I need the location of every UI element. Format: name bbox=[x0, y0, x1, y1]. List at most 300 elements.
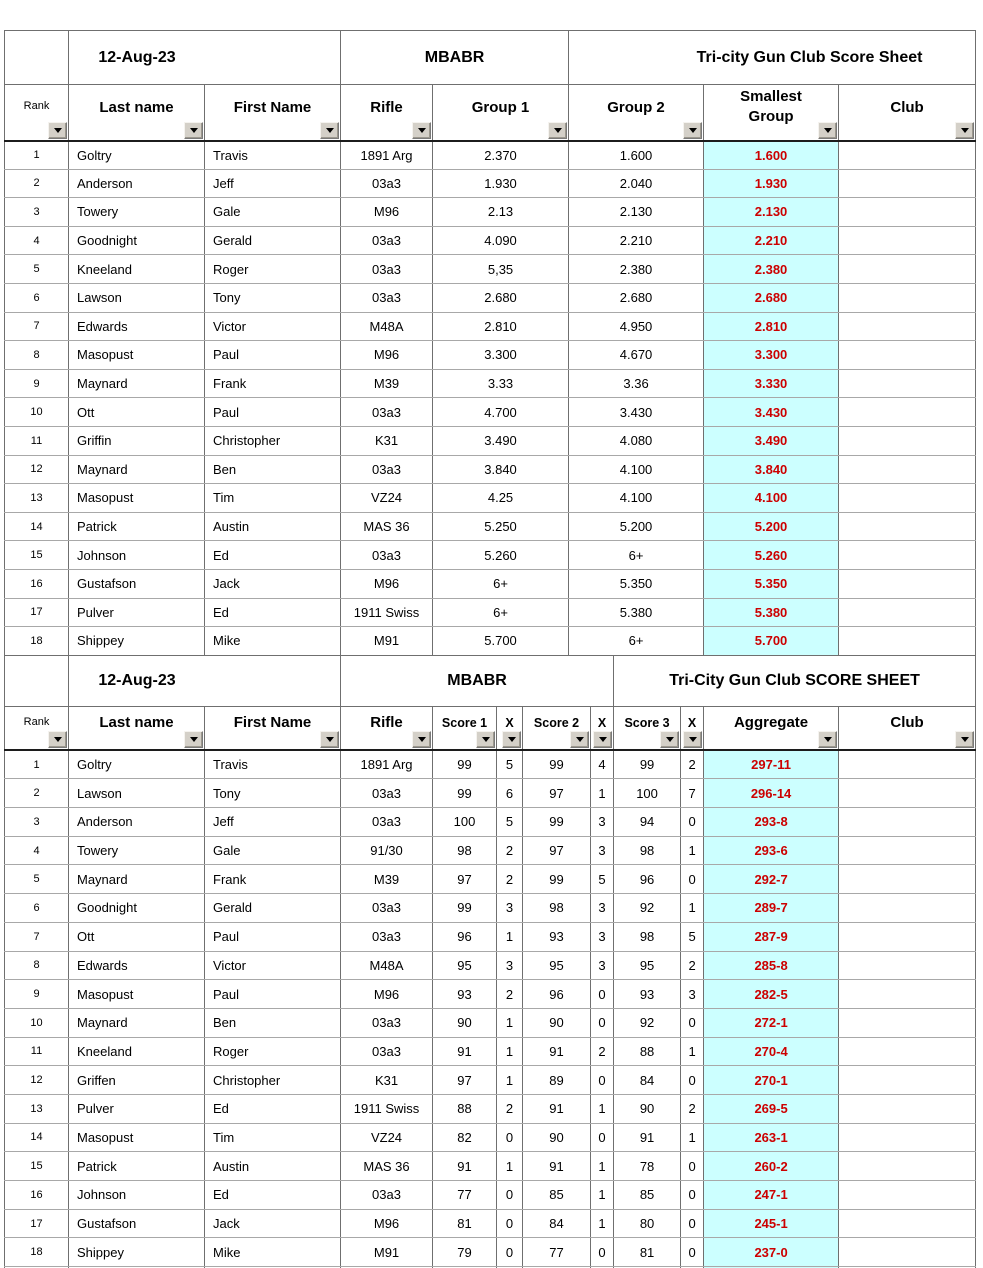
cell-group-2[interactable]: 2.380 bbox=[569, 255, 704, 284]
cell-club[interactable] bbox=[839, 426, 976, 455]
cell-score-2[interactable]: 91 bbox=[523, 1037, 591, 1066]
cell-rank[interactable]: 18 bbox=[5, 1238, 69, 1267]
column-header-rank[interactable] bbox=[5, 706, 69, 750]
cell-score-3[interactable]: 78 bbox=[614, 1152, 681, 1181]
cell-group-1[interactable]: 5.250 bbox=[433, 512, 569, 541]
cell-score-3[interactable]: 81 bbox=[614, 1238, 681, 1267]
cell-last-name[interactable]: Edwards bbox=[69, 951, 205, 980]
column-header-last-name[interactable] bbox=[69, 706, 205, 750]
cell-last-name[interactable]: Lawson bbox=[69, 779, 205, 808]
cell-x[interactable]: 1 bbox=[497, 922, 523, 951]
autofilter-button[interactable] bbox=[476, 731, 495, 748]
cell-aggregate[interactable]: 282-5 bbox=[704, 980, 839, 1009]
cell-rank[interactable]: 7 bbox=[5, 312, 69, 341]
autofilter-button[interactable] bbox=[818, 122, 837, 139]
cell-score-2[interactable]: 97 bbox=[523, 779, 591, 808]
cell-first-name[interactable]: Travis bbox=[205, 750, 341, 779]
cell-score-3[interactable]: 92 bbox=[614, 894, 681, 923]
column-header-first-name[interactable] bbox=[205, 85, 341, 141]
cell-last-name[interactable]: Edwards bbox=[69, 312, 205, 341]
cell-rank[interactable]: 17 bbox=[5, 598, 69, 627]
cell-rifle[interactable]: 03a3 bbox=[341, 1037, 433, 1066]
cell-x[interactable]: 0 bbox=[497, 1181, 523, 1210]
cell-smallest-group[interactable]: 5.200 bbox=[704, 512, 839, 541]
cell-rifle[interactable]: M91 bbox=[341, 1238, 433, 1267]
cell-rank[interactable]: 17 bbox=[5, 1209, 69, 1238]
cell-group-2[interactable]: 4.670 bbox=[569, 341, 704, 370]
cell-x[interactable]: 2 bbox=[591, 1037, 614, 1066]
cell-smallest-group[interactable]: 5.260 bbox=[704, 541, 839, 570]
cell-group-1[interactable]: 3.33 bbox=[433, 369, 569, 398]
cell-x[interactable]: 1 bbox=[591, 779, 614, 808]
cell-club[interactable] bbox=[839, 865, 976, 894]
cell-club[interactable] bbox=[839, 283, 976, 312]
column-header-x[interactable] bbox=[497, 706, 523, 750]
cell-rank[interactable]: 14 bbox=[5, 1123, 69, 1152]
cell-rank[interactable]: 4 bbox=[5, 836, 69, 865]
cell-last-name[interactable]: Griffin bbox=[69, 426, 205, 455]
cell-group-2[interactable]: 2.130 bbox=[569, 198, 704, 227]
cell-score-2[interactable]: 99 bbox=[523, 808, 591, 837]
cell-x[interactable]: 2 bbox=[497, 836, 523, 865]
cell-x[interactable]: 0 bbox=[591, 1008, 614, 1037]
cell-x[interactable]: 5 bbox=[497, 808, 523, 837]
cell-smallest-group[interactable]: 2.210 bbox=[704, 226, 839, 255]
cell-x[interactable]: 3 bbox=[497, 951, 523, 980]
cell-group-1[interactable]: 4.700 bbox=[433, 398, 569, 427]
cell-first-name[interactable]: Gale bbox=[205, 198, 341, 227]
cell-club[interactable] bbox=[839, 541, 976, 570]
cell-aggregate[interactable]: 297-11 bbox=[704, 750, 839, 779]
cell-first-name[interactable]: Christopher bbox=[205, 426, 341, 455]
cell-rank[interactable]: 9 bbox=[5, 369, 69, 398]
autofilter-button[interactable] bbox=[412, 731, 431, 748]
autofilter-button[interactable] bbox=[570, 731, 589, 748]
column-header-x[interactable] bbox=[591, 706, 614, 750]
cell-rifle[interactable]: M96 bbox=[341, 1209, 433, 1238]
cell-rifle[interactable]: 03a3 bbox=[341, 226, 433, 255]
cell-score-1[interactable]: 95 bbox=[433, 951, 497, 980]
cell-score-2[interactable]: 99 bbox=[523, 750, 591, 779]
cell-group-1[interactable]: 2.370 bbox=[433, 141, 569, 170]
cell-rank[interactable]: 12 bbox=[5, 455, 69, 484]
cell-x[interactable]: 2 bbox=[497, 1094, 523, 1123]
cell-x[interactable]: 0 bbox=[681, 1209, 704, 1238]
cell-group-2[interactable]: 3.430 bbox=[569, 398, 704, 427]
cell-club[interactable] bbox=[839, 569, 976, 598]
cell-last-name[interactable]: Shippey bbox=[69, 1238, 205, 1267]
cell-first-name[interactable]: Roger bbox=[205, 255, 341, 284]
cell-rifle[interactable]: M39 bbox=[341, 369, 433, 398]
autofilter-button[interactable] bbox=[320, 731, 339, 748]
cell-group-2[interactable]: 4.080 bbox=[569, 426, 704, 455]
cell-x[interactable]: 0 bbox=[591, 1066, 614, 1095]
cell-club[interactable] bbox=[839, 627, 976, 656]
cell-smallest-group[interactable]: 2.380 bbox=[704, 255, 839, 284]
cell-x[interactable]: 3 bbox=[591, 894, 614, 923]
cell-rank[interactable]: 7 bbox=[5, 922, 69, 951]
cell-aggregate[interactable]: 270-1 bbox=[704, 1066, 839, 1095]
cell-rank[interactable]: 16 bbox=[5, 569, 69, 598]
cell-x[interactable]: 0 bbox=[497, 1238, 523, 1267]
autofilter-button[interactable] bbox=[184, 122, 203, 139]
cell-first-name[interactable]: Ed bbox=[205, 1181, 341, 1210]
cell-last-name[interactable]: Kneeland bbox=[69, 1037, 205, 1066]
column-header-first-name[interactable] bbox=[205, 706, 341, 750]
cell-x[interactable]: 0 bbox=[497, 1123, 523, 1152]
cell-last-name[interactable]: Goodnight bbox=[69, 894, 205, 923]
cell-rank[interactable]: 8 bbox=[5, 951, 69, 980]
column-header-x[interactable] bbox=[681, 706, 704, 750]
cell-rifle[interactable]: 03a3 bbox=[341, 922, 433, 951]
autofilter-button[interactable] bbox=[184, 731, 203, 748]
cell-rifle[interactable]: 1911 Swiss bbox=[341, 598, 433, 627]
cell-first-name[interactable]: Ed bbox=[205, 1094, 341, 1123]
autofilter-button[interactable] bbox=[48, 122, 67, 139]
cell-aggregate[interactable]: 296-14 bbox=[704, 779, 839, 808]
cell-group-2[interactable]: 6+ bbox=[569, 627, 704, 656]
cell-x[interactable]: 0 bbox=[497, 1209, 523, 1238]
cell-x[interactable]: 1 bbox=[497, 1152, 523, 1181]
cell-group-2[interactable]: 2.040 bbox=[569, 169, 704, 198]
cell-last-name[interactable]: Masopust bbox=[69, 484, 205, 513]
cell-first-name[interactable]: Ben bbox=[205, 455, 341, 484]
cell-rank[interactable]: 1 bbox=[5, 750, 69, 779]
cell-club[interactable] bbox=[839, 1238, 976, 1267]
cell-group-2[interactable]: 1.600 bbox=[569, 141, 704, 170]
cell-aggregate[interactable]: 287-9 bbox=[704, 922, 839, 951]
cell-group-1[interactable]: 3.300 bbox=[433, 341, 569, 370]
cell-first-name[interactable]: Victor bbox=[205, 312, 341, 341]
cell-first-name[interactable]: Jeff bbox=[205, 808, 341, 837]
cell-x[interactable]: 5 bbox=[681, 922, 704, 951]
cell-last-name[interactable]: Ott bbox=[69, 922, 205, 951]
cell-first-name[interactable]: Tony bbox=[205, 779, 341, 808]
cell-x[interactable]: 2 bbox=[681, 750, 704, 779]
cell-rifle[interactable]: VZ24 bbox=[341, 484, 433, 513]
cell-rank[interactable]: 5 bbox=[5, 255, 69, 284]
cell-score-3[interactable]: 93 bbox=[614, 980, 681, 1009]
cell-x[interactable]: 1 bbox=[497, 1037, 523, 1066]
cell-x[interactable]: 1 bbox=[681, 1037, 704, 1066]
cell-last-name[interactable]: Patrick bbox=[69, 1152, 205, 1181]
cell-club[interactable] bbox=[839, 455, 976, 484]
title-cell-12-aug-23[interactable]: 12-Aug-23 bbox=[69, 655, 341, 706]
cell-x[interactable]: 0 bbox=[591, 980, 614, 1009]
cell-aggregate[interactable]: 270-4 bbox=[704, 1037, 839, 1066]
cell-score-1[interactable]: 91 bbox=[433, 1152, 497, 1181]
cell-rank[interactable]: 15 bbox=[5, 541, 69, 570]
cell-rank[interactable]: 15 bbox=[5, 1152, 69, 1181]
cell-rifle[interactable]: 03a3 bbox=[341, 255, 433, 284]
cell-club[interactable] bbox=[839, 512, 976, 541]
cell-last-name[interactable]: Masopust bbox=[69, 1123, 205, 1152]
cell-rifle[interactable]: 03a3 bbox=[341, 779, 433, 808]
cell-last-name[interactable]: Kneeland bbox=[69, 255, 205, 284]
cell-score-1[interactable]: 79 bbox=[433, 1238, 497, 1267]
autofilter-button[interactable] bbox=[683, 731, 702, 748]
cell-rifle[interactable]: M39 bbox=[341, 865, 433, 894]
cell-rifle[interactable]: 1911 Swiss bbox=[341, 1094, 433, 1123]
cell-club[interactable] bbox=[839, 169, 976, 198]
column-header-group-2[interactable] bbox=[569, 85, 704, 141]
cell-x[interactable]: 0 bbox=[591, 1238, 614, 1267]
cell-first-name[interactable]: Tim bbox=[205, 484, 341, 513]
cell-x[interactable]: 1 bbox=[681, 1123, 704, 1152]
cell-score-2[interactable]: 93 bbox=[523, 922, 591, 951]
cell-x[interactable]: 1 bbox=[591, 1209, 614, 1238]
cell-club[interactable] bbox=[839, 951, 976, 980]
cell-x[interactable]: 1 bbox=[591, 1152, 614, 1181]
cell-score-1[interactable]: 97 bbox=[433, 865, 497, 894]
cell-x[interactable]: 1 bbox=[681, 836, 704, 865]
cell-rank[interactable]: 13 bbox=[5, 484, 69, 513]
cell-club[interactable] bbox=[839, 1123, 976, 1152]
cell-first-name[interactable]: Ed bbox=[205, 598, 341, 627]
cell-score-1[interactable]: 91 bbox=[433, 1037, 497, 1066]
cell-score-1[interactable]: 98 bbox=[433, 836, 497, 865]
cell-x[interactable]: 1 bbox=[591, 1181, 614, 1210]
autofilter-button[interactable] bbox=[955, 122, 974, 139]
cell-rank[interactable]: 10 bbox=[5, 398, 69, 427]
cell-club[interactable] bbox=[839, 312, 976, 341]
cell-last-name[interactable]: Anderson bbox=[69, 169, 205, 198]
cell-rifle[interactable]: 03a3 bbox=[341, 169, 433, 198]
cell-smallest-group[interactable]: 3.330 bbox=[704, 369, 839, 398]
cell-club[interactable] bbox=[839, 1066, 976, 1095]
cell-x[interactable]: 5 bbox=[591, 865, 614, 894]
cell-score-3[interactable]: 80 bbox=[614, 1209, 681, 1238]
cell-score-2[interactable]: 77 bbox=[523, 1238, 591, 1267]
cell-rank[interactable]: 5 bbox=[5, 865, 69, 894]
autofilter-button[interactable] bbox=[955, 731, 974, 748]
cell-rank[interactable]: 3 bbox=[5, 808, 69, 837]
cell-score-2[interactable]: 90 bbox=[523, 1123, 591, 1152]
cell-score-2[interactable]: 99 bbox=[523, 865, 591, 894]
title-cell-tri-city-gun-club-score-sheet[interactable]: Tri-City Gun Club SCORE SHEET bbox=[614, 655, 976, 706]
cell-score-1[interactable]: 99 bbox=[433, 750, 497, 779]
column-header-rifle[interactable] bbox=[341, 85, 433, 141]
cell-smallest-group[interactable]: 5.700 bbox=[704, 627, 839, 656]
cell-score-3[interactable]: 90 bbox=[614, 1094, 681, 1123]
autofilter-button[interactable] bbox=[548, 122, 567, 139]
cell-rifle[interactable]: M48A bbox=[341, 951, 433, 980]
autofilter-button[interactable] bbox=[502, 731, 521, 748]
cell-rifle[interactable]: M96 bbox=[341, 569, 433, 598]
cell-score-3[interactable]: 94 bbox=[614, 808, 681, 837]
cell-score-1[interactable]: 96 bbox=[433, 922, 497, 951]
cell-last-name[interactable]: Goltry bbox=[69, 750, 205, 779]
cell-smallest-group[interactable]: 5.380 bbox=[704, 598, 839, 627]
cell-x[interactable]: 0 bbox=[681, 1238, 704, 1267]
cell-rank[interactable]: 2 bbox=[5, 169, 69, 198]
cell-x[interactable]: 1 bbox=[497, 1008, 523, 1037]
autofilter-button[interactable] bbox=[818, 731, 837, 748]
cell-rifle[interactable]: 03a3 bbox=[341, 283, 433, 312]
cell-last-name[interactable]: Maynard bbox=[69, 1008, 205, 1037]
column-header-rank[interactable] bbox=[5, 85, 69, 141]
cell-score-1[interactable]: 99 bbox=[433, 894, 497, 923]
cell-first-name[interactable]: Tony bbox=[205, 283, 341, 312]
column-header-club[interactable] bbox=[839, 85, 976, 141]
cell-last-name[interactable]: Pulver bbox=[69, 1094, 205, 1123]
cell-last-name[interactable]: Ott bbox=[69, 398, 205, 427]
cell-group-1[interactable]: 4.090 bbox=[433, 226, 569, 255]
cell-group-1[interactable]: 2.680 bbox=[433, 283, 569, 312]
cell-rank[interactable]: 13 bbox=[5, 1094, 69, 1123]
cell-first-name[interactable]: Victor bbox=[205, 951, 341, 980]
cell-smallest-group[interactable]: 4.100 bbox=[704, 484, 839, 513]
cell-x[interactable]: 2 bbox=[681, 1094, 704, 1123]
cell-last-name[interactable]: Goltry bbox=[69, 141, 205, 170]
column-header-last-name[interactable] bbox=[69, 85, 205, 141]
column-header-club[interactable] bbox=[839, 706, 976, 750]
cell-last-name[interactable]: Maynard bbox=[69, 865, 205, 894]
cell-score-2[interactable]: 97 bbox=[523, 836, 591, 865]
cell-club[interactable] bbox=[839, 1209, 976, 1238]
cell-group-2[interactable]: 2.210 bbox=[569, 226, 704, 255]
cell-rank[interactable]: 8 bbox=[5, 341, 69, 370]
cell-club[interactable] bbox=[839, 750, 976, 779]
cell-first-name[interactable]: Gerald bbox=[205, 226, 341, 255]
cell-score-3[interactable]: 88 bbox=[614, 1037, 681, 1066]
cell-aggregate[interactable]: 289-7 bbox=[704, 894, 839, 923]
cell-first-name[interactable]: Mike bbox=[205, 1238, 341, 1267]
cell-last-name[interactable]: Gustafson bbox=[69, 1209, 205, 1238]
cell-x[interactable]: 0 bbox=[681, 1152, 704, 1181]
cell-first-name[interactable]: Paul bbox=[205, 922, 341, 951]
cell-x[interactable]: 2 bbox=[681, 951, 704, 980]
cell-score-1[interactable]: 77 bbox=[433, 1181, 497, 1210]
column-header-score-1[interactable] bbox=[433, 706, 497, 750]
cell-x[interactable]: 0 bbox=[681, 1008, 704, 1037]
cell-rifle[interactable]: 03a3 bbox=[341, 455, 433, 484]
cell-rank[interactable]: 4 bbox=[5, 226, 69, 255]
cell-rifle[interactable]: MAS 36 bbox=[341, 1152, 433, 1181]
cell-last-name[interactable]: Griffen bbox=[69, 1066, 205, 1095]
cell-rifle[interactable]: 91/30 bbox=[341, 836, 433, 865]
autofilter-button[interactable] bbox=[683, 122, 702, 139]
cell-rank[interactable]: 11 bbox=[5, 1037, 69, 1066]
cell-rank[interactable]: 14 bbox=[5, 512, 69, 541]
cell-last-name[interactable]: Masopust bbox=[69, 341, 205, 370]
column-header-aggregate[interactable] bbox=[704, 706, 839, 750]
cell-club[interactable] bbox=[839, 779, 976, 808]
cell-last-name[interactable]: Patrick bbox=[69, 512, 205, 541]
cell-aggregate[interactable]: 293-8 bbox=[704, 808, 839, 837]
cell-aggregate[interactable]: 247-1 bbox=[704, 1181, 839, 1210]
cell-score-1[interactable]: 82 bbox=[433, 1123, 497, 1152]
cell-club[interactable] bbox=[839, 1094, 976, 1123]
cell-first-name[interactable]: Frank bbox=[205, 865, 341, 894]
cell-first-name[interactable]: Jack bbox=[205, 1209, 341, 1238]
cell-x[interactable]: 5 bbox=[497, 750, 523, 779]
cell-group-2[interactable]: 4.100 bbox=[569, 455, 704, 484]
cell-club[interactable] bbox=[839, 808, 976, 837]
cell-rifle[interactable]: 03a3 bbox=[341, 808, 433, 837]
cell-rifle[interactable]: 03a3 bbox=[341, 541, 433, 570]
cell-score-3[interactable]: 98 bbox=[614, 922, 681, 951]
cell-last-name[interactable]: Masopust bbox=[69, 980, 205, 1009]
cell-rifle[interactable]: M96 bbox=[341, 980, 433, 1009]
cell-score-1[interactable]: 93 bbox=[433, 980, 497, 1009]
cell-group-1[interactable]: 5,35 bbox=[433, 255, 569, 284]
cell-rifle[interactable]: 03a3 bbox=[341, 1181, 433, 1210]
cell-rifle[interactable]: 03a3 bbox=[341, 1008, 433, 1037]
cell-x[interactable]: 0 bbox=[681, 1066, 704, 1095]
cell-smallest-group[interactable]: 3.430 bbox=[704, 398, 839, 427]
cell-first-name[interactable]: Gale bbox=[205, 836, 341, 865]
cell-score-3[interactable]: 92 bbox=[614, 1008, 681, 1037]
cell-smallest-group[interactable]: 5.350 bbox=[704, 569, 839, 598]
cell-group-1[interactable]: 3.840 bbox=[433, 455, 569, 484]
cell-rank[interactable]: 18 bbox=[5, 627, 69, 656]
cell-score-2[interactable]: 96 bbox=[523, 980, 591, 1009]
cell-first-name[interactable]: Ben bbox=[205, 1008, 341, 1037]
cell-first-name[interactable]: Austin bbox=[205, 1152, 341, 1181]
cell-last-name[interactable]: Johnson bbox=[69, 1181, 205, 1210]
title-cell-mbabr[interactable]: MBABR bbox=[341, 655, 614, 706]
title-cell-blank[interactable] bbox=[5, 655, 69, 706]
cell-first-name[interactable]: Paul bbox=[205, 980, 341, 1009]
cell-group-2[interactable]: 2.680 bbox=[569, 283, 704, 312]
cell-last-name[interactable]: Pulver bbox=[69, 598, 205, 627]
cell-x[interactable]: 4 bbox=[591, 750, 614, 779]
cell-x[interactable]: 1 bbox=[681, 894, 704, 923]
cell-rifle[interactable]: M48A bbox=[341, 312, 433, 341]
title-cell-blank[interactable] bbox=[5, 31, 69, 85]
autofilter-button[interactable] bbox=[412, 122, 431, 139]
cell-score-1[interactable]: 99 bbox=[433, 779, 497, 808]
cell-club[interactable] bbox=[839, 484, 976, 513]
cell-group-1[interactable]: 5.700 bbox=[433, 627, 569, 656]
title-cell-mbabr[interactable]: MBABR bbox=[341, 31, 569, 85]
cell-first-name[interactable]: Paul bbox=[205, 341, 341, 370]
cell-last-name[interactable]: Maynard bbox=[69, 369, 205, 398]
cell-group-2[interactable]: 4.100 bbox=[569, 484, 704, 513]
cell-group-1[interactable]: 3.490 bbox=[433, 426, 569, 455]
cell-group-1[interactable]: 4.25 bbox=[433, 484, 569, 513]
column-header-score-3[interactable] bbox=[614, 706, 681, 750]
cell-group-1[interactable]: 6+ bbox=[433, 569, 569, 598]
cell-last-name[interactable]: Goodnight bbox=[69, 226, 205, 255]
cell-rifle[interactable]: VZ24 bbox=[341, 1123, 433, 1152]
cell-first-name[interactable]: Christopher bbox=[205, 1066, 341, 1095]
cell-aggregate[interactable]: 272-1 bbox=[704, 1008, 839, 1037]
cell-last-name[interactable]: Gustafson bbox=[69, 569, 205, 598]
cell-score-2[interactable]: 98 bbox=[523, 894, 591, 923]
column-header-rifle[interactable] bbox=[341, 706, 433, 750]
cell-smallest-group[interactable]: 2.810 bbox=[704, 312, 839, 341]
cell-score-2[interactable]: 91 bbox=[523, 1094, 591, 1123]
cell-score-2[interactable]: 85 bbox=[523, 1181, 591, 1210]
cell-smallest-group[interactable]: 2.130 bbox=[704, 198, 839, 227]
cell-x[interactable]: 6 bbox=[497, 779, 523, 808]
column-header-score-2[interactable] bbox=[523, 706, 591, 750]
cell-x[interactable]: 0 bbox=[681, 865, 704, 894]
cell-rank[interactable]: 16 bbox=[5, 1181, 69, 1210]
cell-group-1[interactable]: 2.13 bbox=[433, 198, 569, 227]
cell-score-3[interactable]: 84 bbox=[614, 1066, 681, 1095]
cell-smallest-group[interactable]: 3.300 bbox=[704, 341, 839, 370]
cell-rifle[interactable]: 1891 Arg bbox=[341, 141, 433, 170]
cell-x[interactable]: 1 bbox=[591, 1094, 614, 1123]
cell-group-1[interactable]: 5.260 bbox=[433, 541, 569, 570]
column-header-group-1[interactable] bbox=[433, 85, 569, 141]
cell-score-2[interactable]: 91 bbox=[523, 1152, 591, 1181]
cell-x[interactable]: 3 bbox=[497, 894, 523, 923]
cell-score-1[interactable]: 88 bbox=[433, 1094, 497, 1123]
